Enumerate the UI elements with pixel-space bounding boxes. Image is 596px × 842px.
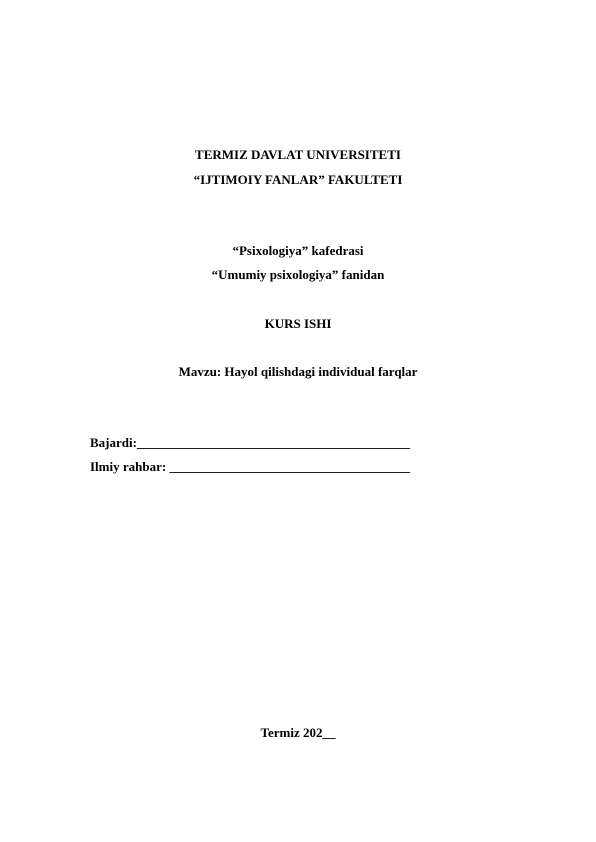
supervisor-line: Ilmiy rahbar: _____________________________________ [90,459,410,474]
department-name: “Psixologiya” kafedrasi [232,243,364,258]
faculty-name: “IJTIMOIY FANLAR” FAKULTETI [193,172,403,187]
city-year: Termiz 202__ [260,725,336,740]
topic: Mavzu: Hayol qilishdagi individual farqlar [178,364,418,379]
university-name: TERMIZ DAVLAT UNIVERSITETI [195,147,401,162]
subject-name: “Umumiy psixologiya” fanidan [211,267,385,282]
performed-by-line: Bajardi:__________________________________________ [90,435,410,450]
work-type: KURS ISHI [264,316,332,331]
